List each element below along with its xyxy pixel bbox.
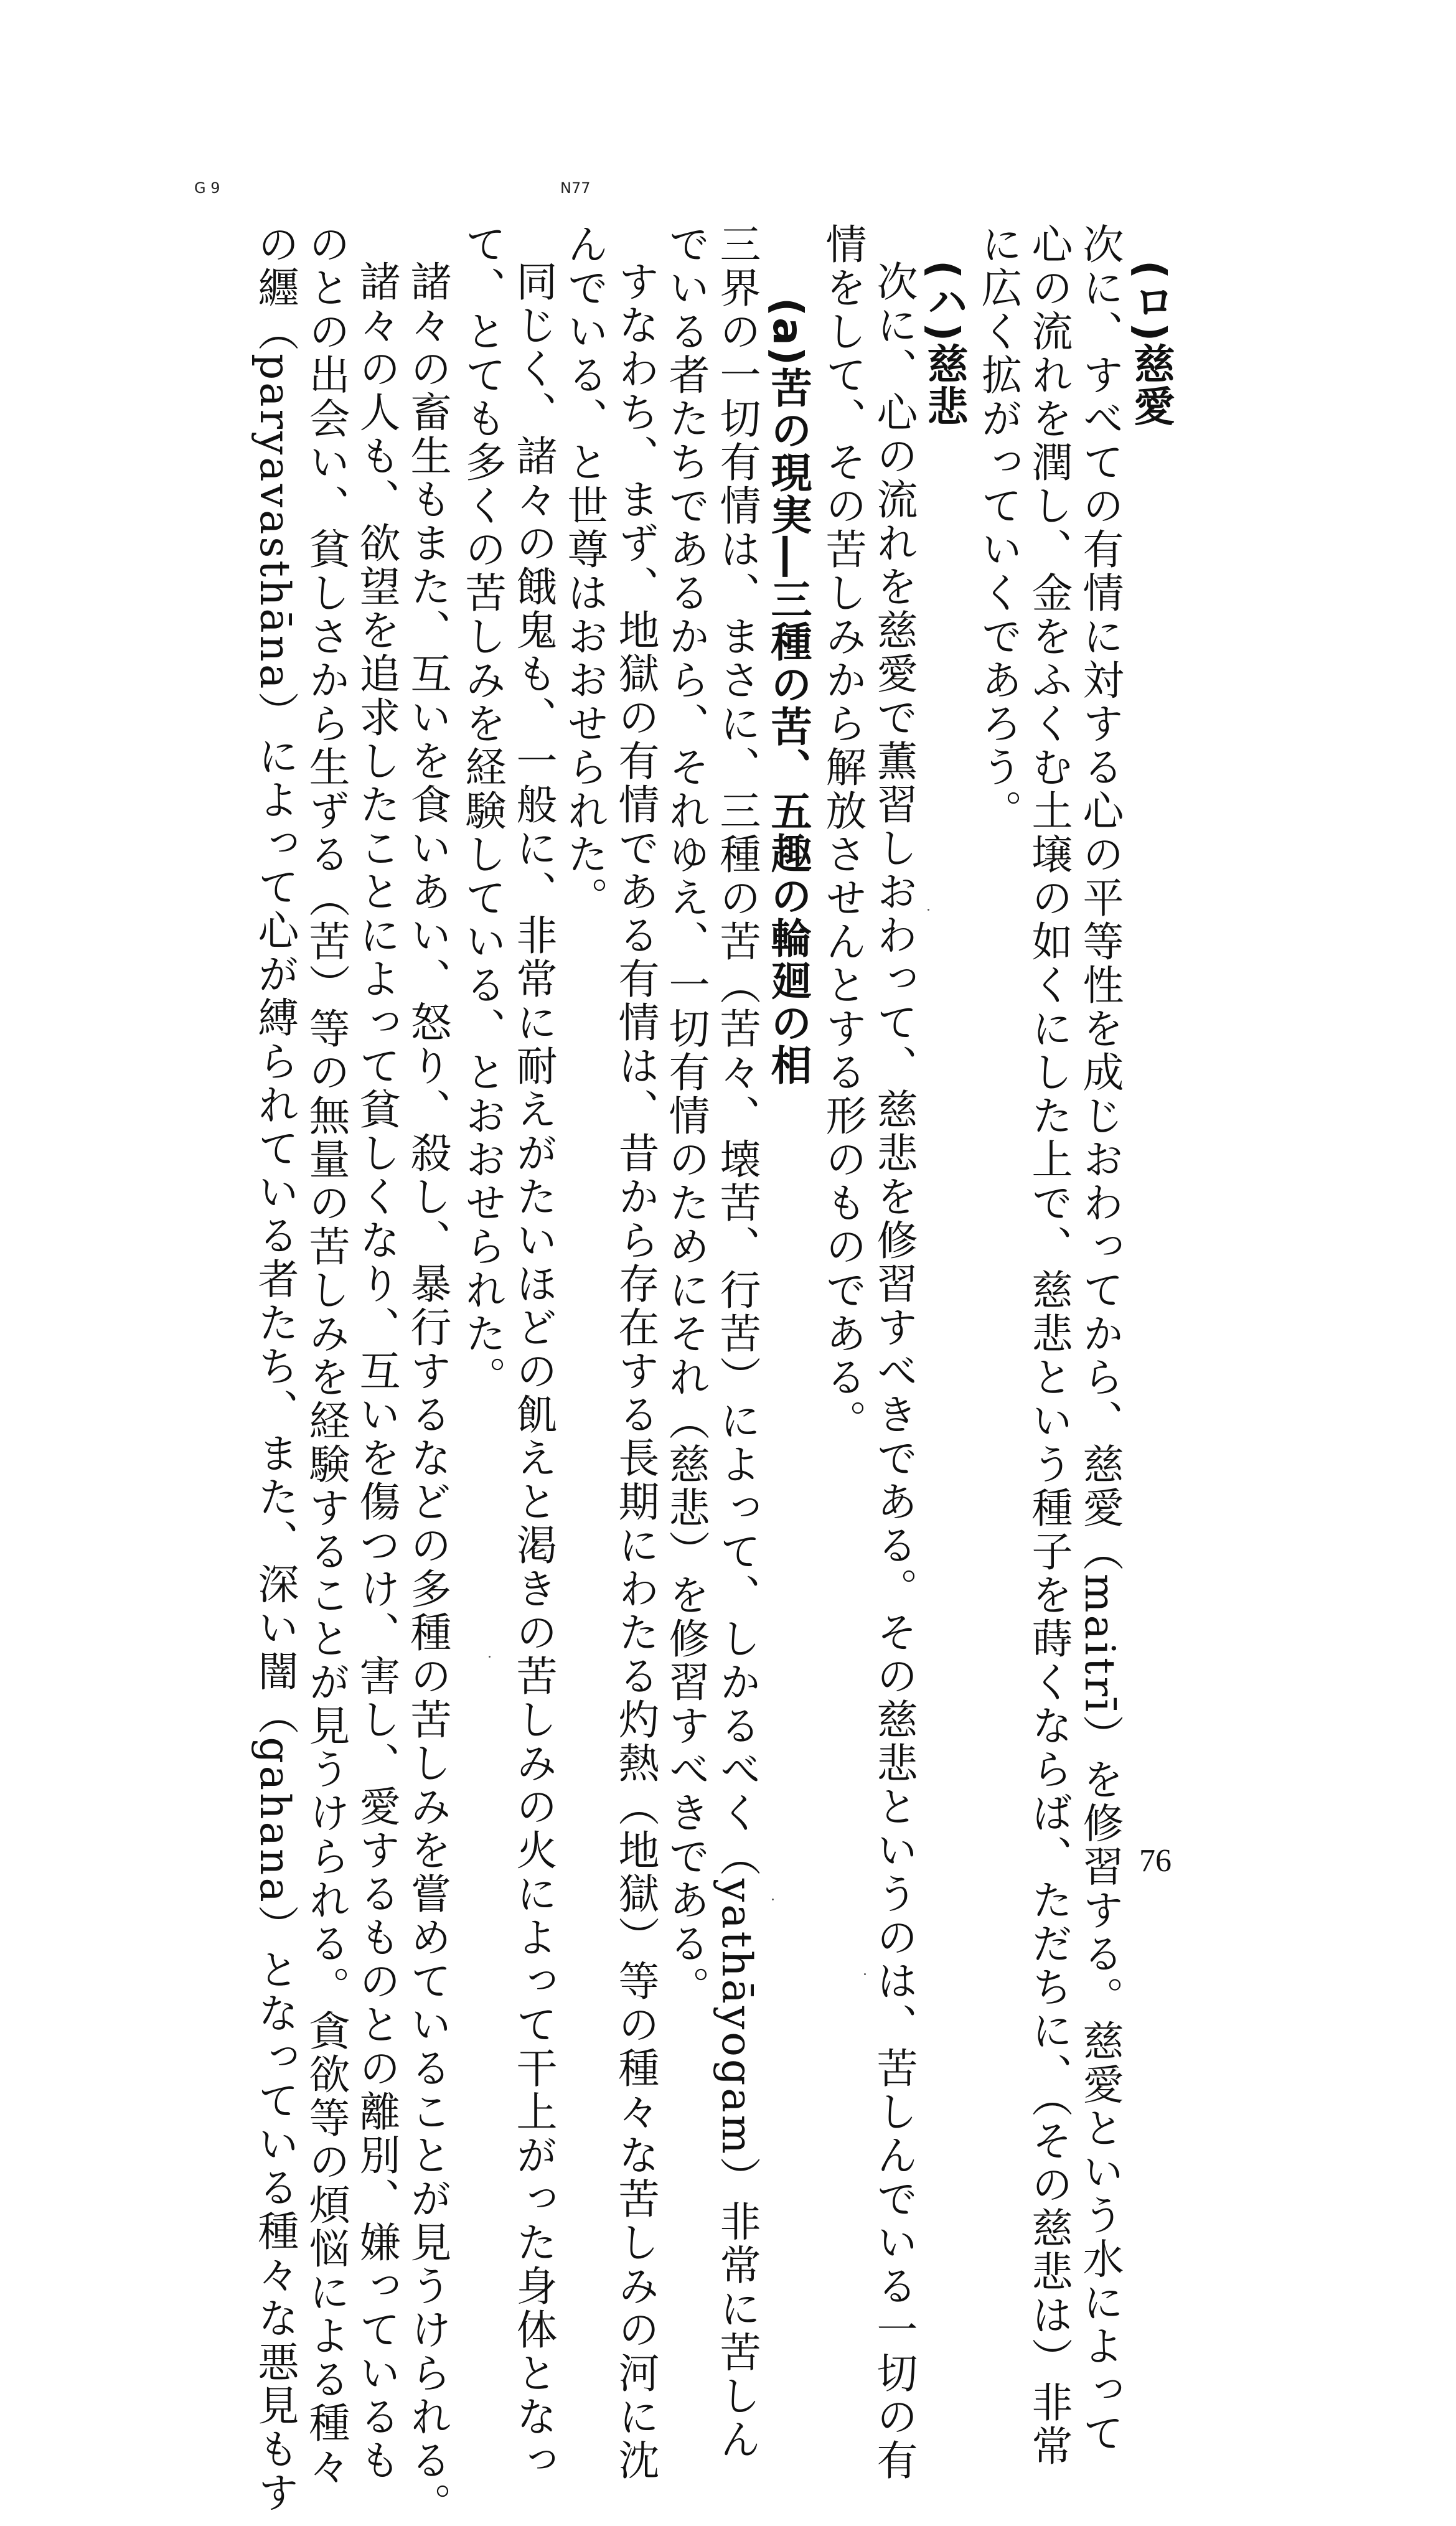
- reference-marker-g9: G 9: [194, 179, 220, 197]
- body-line: に広く拡がっていくであろう。: [974, 223, 1022, 833]
- subsection-heading-ku-no-genjitsu: (a)苦の現実―三種の苦、五趣の輪廻の相: [764, 298, 812, 1086]
- section-heading-jihi: (ハ)慈悲: [920, 260, 968, 428]
- body-line: すなわち、まず、地獄の有情である有情は、昔から存在する長期にわたる灼熱（地獄）等の種々な苦しみの河に沈: [611, 260, 659, 2482]
- body-line: 諸々の畜生もまた、互いを食いあい、怒り、殺し、暴行するなどの多種の苦しみを嘗めていることが見うけられる。: [403, 260, 451, 2526]
- body-line: て、とても多くの苦しみを経験している、とおおせられた。: [458, 223, 506, 1399]
- section-heading-jiai: (ロ)慈愛: [1127, 260, 1175, 428]
- body-line: んでいる、と世尊はおおせられた。: [560, 223, 608, 920]
- scan-speck: [864, 1973, 866, 1975]
- body-line: 次に、すべての有情に対する心の平等性を成じおわってから、慈愛（maitrī）を修習する。慈愛という水によって: [1076, 223, 1124, 2456]
- body-line: のとの出会い、貧しさから生ずる（苦）等の無量の苦しみを経験することが見うけられる。貪欲等の煩悩による種々: [302, 223, 350, 2489]
- reference-marker-n77: N77: [560, 179, 591, 197]
- body-line: 心の流れを潤し、金をふくむ土壌の如くにした上で、慈悲という種子を蒔くならば、ただちに、（その慈悲は）非常: [1025, 223, 1073, 2468]
- body-line: 諸々の人も、欲望を追求したことによって貧しくなり、互いを傷つけ、害し、愛するものとの離別、嫌っているも: [352, 260, 400, 2482]
- body-line: 情をして、その苦しみから解放させんとする形のものである。: [819, 223, 867, 1443]
- body-line: 次に、心の流れを慈愛で薫習しおわって、慈悲を修習すべきである。その慈悲というのは、苦しんでいる一切の有: [870, 260, 918, 2482]
- body-line: 三界の一切有情は、まさに、三種の苦（苦々、壊苦、行苦）によって、しかるべく（yathāyogam）非常に苦しん: [713, 223, 761, 2462]
- page-number: 76: [1139, 1843, 1172, 1879]
- body-line: 同じく、諸々の餓鬼も、一般に、非常に耐えがたいほどの飢えと渇きの苦しみの火によって干上がった身体となっ: [509, 260, 557, 2482]
- scan-speck: [928, 909, 929, 911]
- scan-speck: [772, 1899, 774, 1900]
- body-line: の纒（paryavasthāna）によって心が縛られている者たち、また、深い闇（gahana）となっている種々な悪見もす: [251, 223, 299, 2515]
- scan-speck: [489, 1656, 491, 1658]
- body-line: でいる者たちであるから、それゆえ、一切有情のためにそれ（慈悲）を修習すべきである。: [662, 223, 710, 2009]
